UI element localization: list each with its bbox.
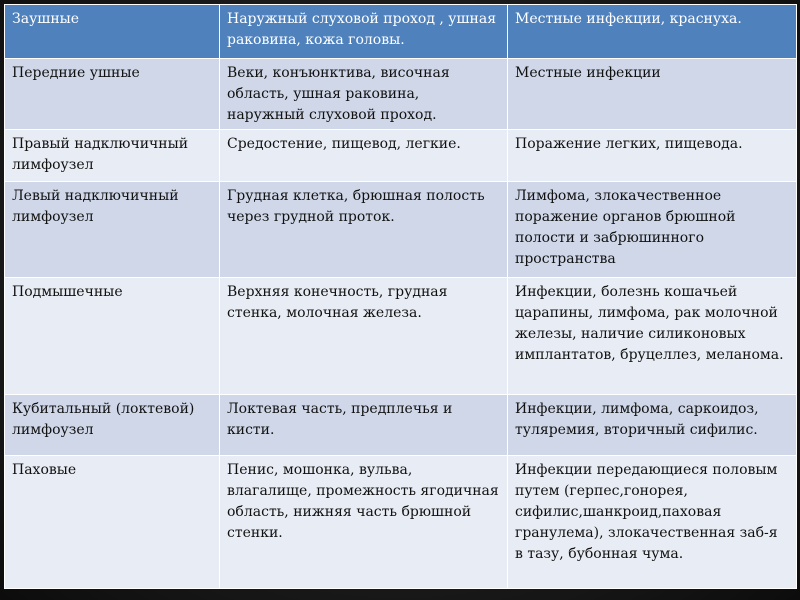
table-row bbox=[5, 59, 797, 130]
table-row bbox=[5, 182, 797, 278]
drainage-area-cell: Веки, конъюнктива, височная область, ушная раковина, наружный слуховой проход. bbox=[220, 59, 508, 130]
node-name-cell: Передние ушные bbox=[5, 59, 220, 130]
node-name-cell: Паховые bbox=[5, 456, 220, 589]
causes-cell: Инфекции передающиеся половым путем (герпес,гонорея, сифилис,шанкроид,паховая гранулема), злокачественная заб-я в тазу, бубонная чума. bbox=[508, 456, 797, 589]
header-cell-causes: Местные инфекции, краснуха. bbox=[508, 5, 797, 59]
node-name-cell: Подмышечные bbox=[5, 278, 220, 395]
lymph-node-table bbox=[4, 4, 797, 589]
drainage-area-cell: Верхняя конечность, грудная стенка, молочная железа. bbox=[220, 278, 508, 395]
node-name-cell: Кубитальный (локтевой) лимфоузел bbox=[5, 395, 220, 456]
causes-cell: Лимфома, злокачественное поражение органов брюшной полости и забрюшинного пространства bbox=[508, 182, 797, 278]
header-row bbox=[5, 5, 797, 59]
causes-cell: Местные инфекции bbox=[508, 59, 797, 130]
drainage-area-cell: Локтевая часть, предплечья и кисти. bbox=[220, 395, 508, 456]
drainage-area-cell: Грудная клетка, брюшная полость через грудной проток. bbox=[220, 182, 508, 278]
table-row bbox=[5, 456, 797, 589]
table-row bbox=[5, 395, 797, 456]
causes-cell: Инфекции, болезнь кошачьей царапины, лимфома, рак молочной железы, наличие силиконовых имплантатов, бруцеллез, меланома. bbox=[508, 278, 797, 395]
drainage-area-cell: Средостение, пищевод, легкие. bbox=[220, 130, 508, 182]
node-name-cell: Правый надключичный лимфоузел bbox=[5, 130, 220, 182]
table-row bbox=[5, 130, 797, 182]
node-name-cell: Левый надключичный лимфоузел bbox=[5, 182, 220, 278]
header-cell-node: Заушные bbox=[5, 5, 220, 59]
table-row bbox=[5, 278, 797, 395]
causes-cell: Инфекции, лимфома, саркоидоз, туляремия, вторичный сифилис. bbox=[508, 395, 797, 456]
header-cell-drainage-area: Наружный слуховой проход , ушная раковина, кожа головы. bbox=[220, 5, 508, 59]
causes-cell: Поражение легких, пищевода. bbox=[508, 130, 797, 182]
drainage-area-cell: Пенис, мошонка, вульва, влагалище, промежность ягодичная область, нижняя часть брюшной стенки. bbox=[220, 456, 508, 589]
